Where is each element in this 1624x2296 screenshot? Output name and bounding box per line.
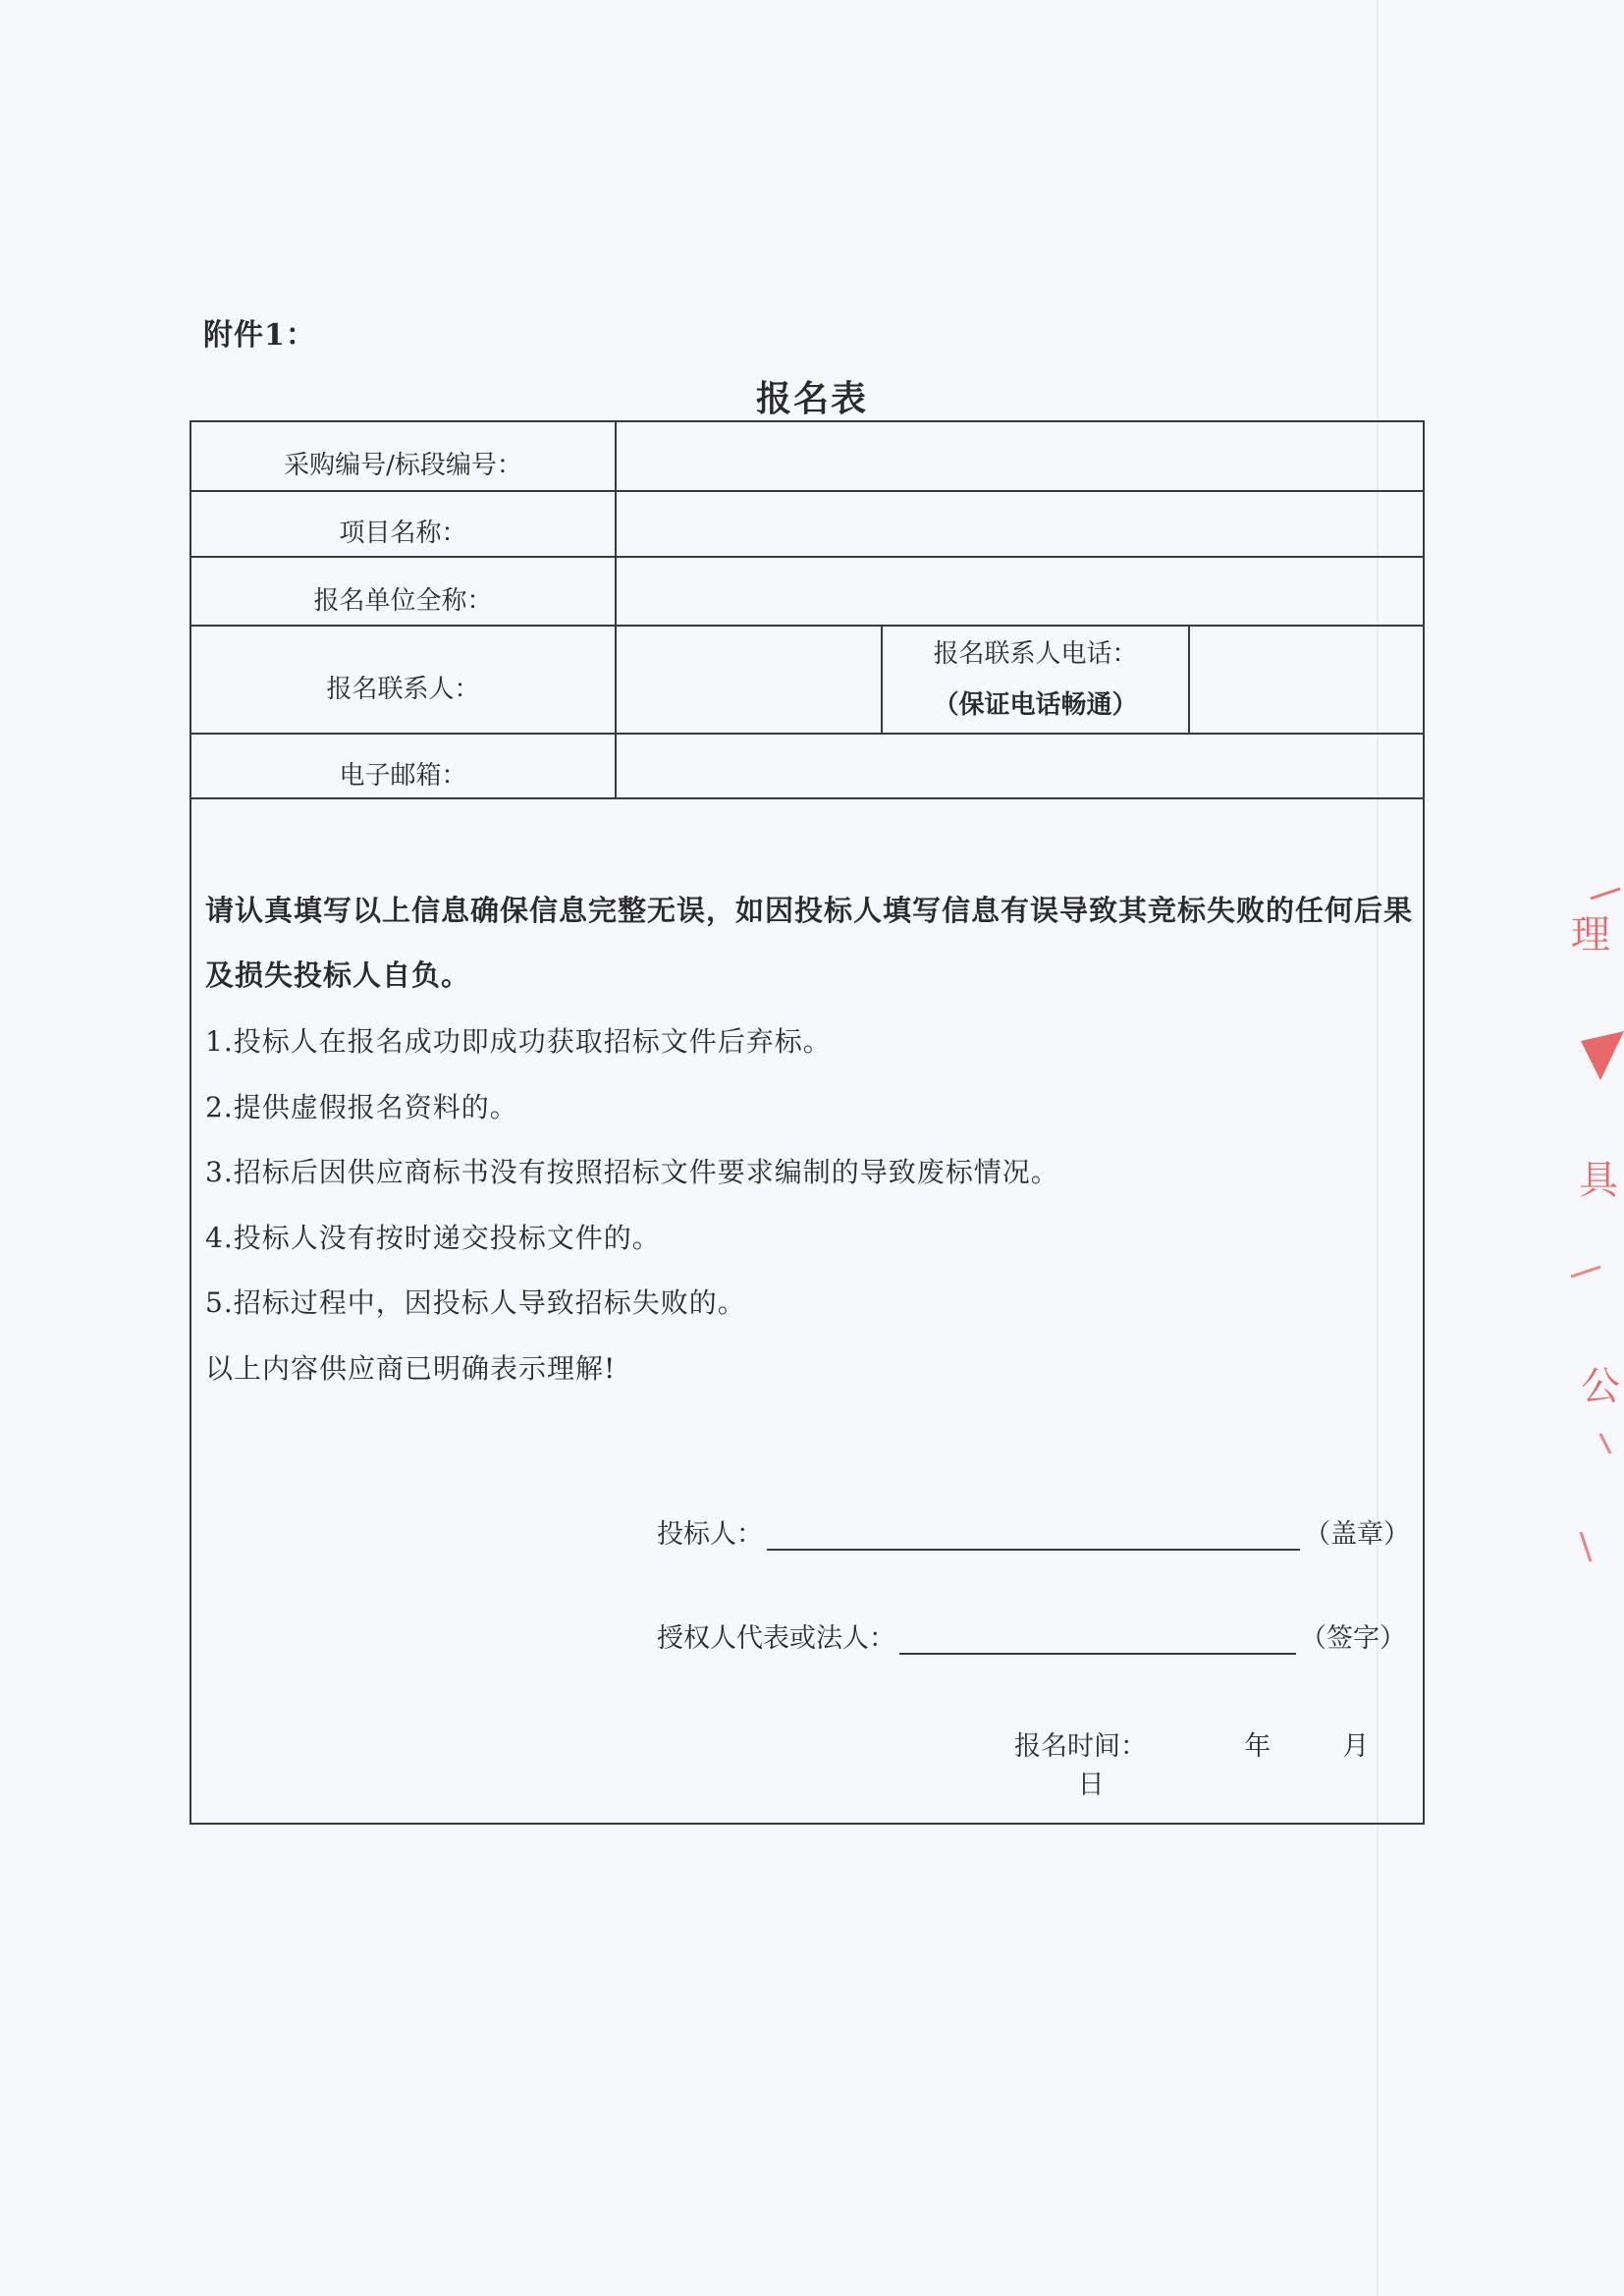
form-title: 报名表 <box>755 378 868 419</box>
bidder-field[interactable] <box>767 1519 1300 1551</box>
row-contact <box>191 627 1423 735</box>
row-procurement-no <box>191 422 1423 492</box>
notice-warning: 请认真填写以上信息确保信息完整无误，如因投标人填写信息有误导致其竞标失败的任何后果及损失投标人自负。 <box>205 894 1414 992</box>
notice-item: 2.提供虚假报名资料的。 <box>205 1090 518 1123</box>
procurement-no-field[interactable] <box>617 422 1423 490</box>
row-project-name <box>191 492 1423 558</box>
contact-phone-label: 报名联系人电话： <box>933 639 1138 669</box>
bidder-label: 投标人： <box>657 1519 763 1550</box>
date-year: 年 <box>1244 1731 1272 1762</box>
procurement-no-label: 采购编号/标段编号： <box>191 422 617 490</box>
unit-name-field[interactable] <box>617 558 1423 625</box>
notice-item: 1.投标人在报名成功即成功获取招标文件后弃标。 <box>205 1025 832 1058</box>
notice-acknowledgement: 以上内容供应商已明确表示理解! <box>205 1351 617 1385</box>
seal-char: 理 <box>1571 912 1610 957</box>
registration-form <box>189 420 1425 1825</box>
authorized-note: （签字） <box>1300 1623 1406 1654</box>
registration-date <box>1014 1724 1423 1801</box>
red-seal-fragment <box>1561 884 1624 1650</box>
email-label: 电子邮箱： <box>191 735 617 797</box>
project-name-field[interactable] <box>617 492 1423 556</box>
contact-phone-field[interactable] <box>1190 627 1423 733</box>
seal-char: 具 <box>1579 1158 1618 1203</box>
date-day: 日 <box>1077 1770 1105 1800</box>
notice-item: 4.投标人没有按时递交投标文件的。 <box>205 1221 661 1254</box>
notice-item: 3.招标后因供应商标书没有按照招标文件要求编制的导致废标情况。 <box>205 1156 1059 1188</box>
contact-field[interactable] <box>617 627 883 733</box>
authorized-field[interactable] <box>899 1623 1296 1655</box>
notice-item: 5.招标过程中，因投标人导致招标失败的。 <box>205 1286 746 1319</box>
contact-phone-note: （保证电话畅通） <box>933 690 1138 720</box>
authorized-label: 授权人代表或法人： <box>657 1623 895 1654</box>
notice-items <box>205 1010 1383 1401</box>
row-unit-name <box>191 558 1423 627</box>
project-name-label: 项目名称： <box>191 492 617 556</box>
authorized-signature-line <box>657 1616 1406 1655</box>
bidder-signature-line <box>657 1512 1410 1551</box>
seal-char: 公 <box>1581 1364 1620 1409</box>
contact-label: 报名联系人： <box>191 627 617 733</box>
date-month: 月 <box>1342 1731 1370 1762</box>
bidder-note: （盖章） <box>1304 1519 1410 1550</box>
attachment-label: 附件1： <box>203 318 316 353</box>
unit-name-label: 报名单位全称： <box>191 558 617 625</box>
contact-phone-label-cell <box>883 627 1190 733</box>
email-field[interactable] <box>617 735 1423 797</box>
date-label: 报名时间： <box>1014 1731 1147 1762</box>
row-email <box>191 735 1423 799</box>
